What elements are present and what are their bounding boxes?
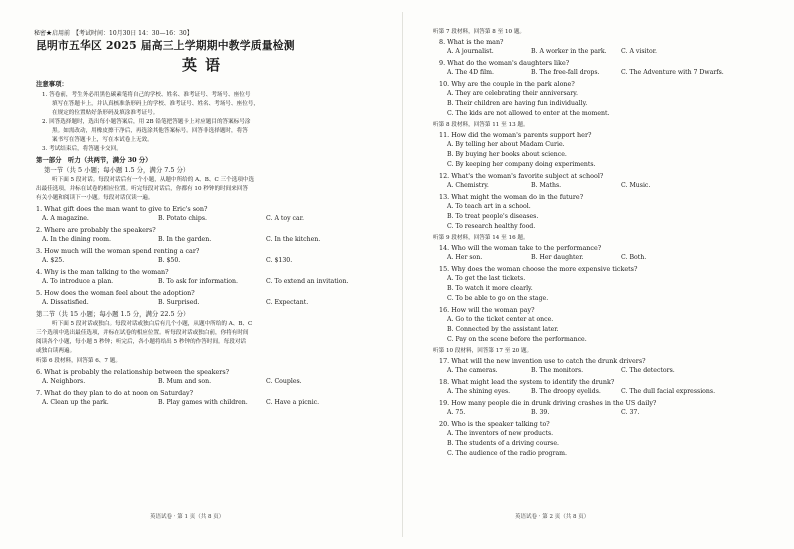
option-b: B. To ask for information. xyxy=(158,278,238,285)
option-b: B. To watch it more clearly. xyxy=(447,285,533,292)
section2-instruction: 阅读各个小题，每小题 5 秒钟；听完后，各小题将给出 5 秒钟的作答时间。每段对话 xyxy=(36,339,247,345)
question-text: 10. Why are the couple in the park alone? xyxy=(439,80,575,88)
question-text: 8. What is the man? xyxy=(439,38,504,46)
option-b: B. A worker in the park. xyxy=(531,48,607,55)
section1-instruction: 听下面 5 段对话。每段对话后有一个小题，从题中所给的 A、B、C 三个选项中选 xyxy=(52,177,255,183)
option-b: B. Potato chips. xyxy=(158,215,208,222)
option-b: B. Their children are having fun individually. xyxy=(447,100,588,107)
part1-heading: 第一部分 听力（共两节，满分 30 分） xyxy=(36,156,152,164)
material-prompt: 听第 9 段材料，回答第 14 至 16 题。 xyxy=(433,235,529,241)
right-page xyxy=(403,0,794,549)
option-a: A. By telling her about Madam Curie. xyxy=(447,141,565,148)
option-a: A. Go to the ticket center at once. xyxy=(447,316,554,323)
notes-line: 2. 回答选择题时，选出每小题答案后，用 2B 铅笔把答题卡上对应题目的答案标号涂 xyxy=(42,119,251,125)
page-footer: 英语试卷 · 第 2 页（共 8 页） xyxy=(515,514,590,520)
question-text: 20. Who is the speaker talking to? xyxy=(439,420,550,428)
material-prompt: 听第 10 段材料，回答第 17 至 20 题。 xyxy=(433,348,533,354)
notes-line: 黑。如需改动，用橡皮擦干净后，再选涂其他答案标号。回答非选择题时，将答 xyxy=(52,128,248,134)
question-text: 4. Why is the man talking to the woman? xyxy=(36,268,169,276)
option-c: C. The detectors. xyxy=(621,367,675,374)
option-a: A. Her son. xyxy=(447,254,483,261)
question-text: 17. What will the new invention use to catch the drunk drivers? xyxy=(439,357,646,365)
option-a: A. They are celebrating their anniversary. xyxy=(447,90,578,97)
option-c: C. In the kitchen. xyxy=(266,236,321,243)
option-c: C. A visitor. xyxy=(621,48,657,55)
material-prompt: 听第 8 段材料，回答第 11 至 13 题。 xyxy=(433,122,529,128)
option-a: A. Dissatisfied. xyxy=(42,299,89,306)
question-text: 13. What might the woman do in the future? xyxy=(439,193,584,201)
question-text: 3. How much will the woman spend renting a car? xyxy=(36,247,200,255)
question-text: 6. What is probably the relationship between the speakers? xyxy=(36,368,230,376)
option-c: C. The kids are not allowed to enter at the moment. xyxy=(447,110,610,117)
option-a: A. Neighbors. xyxy=(42,378,86,385)
option-c: C. By keeping her company doing experiments. xyxy=(447,161,596,168)
question-text: 11. How did the woman's parents support her? xyxy=(439,131,592,139)
option-c: C. The Adventure with 7 Dwarfs. xyxy=(621,69,724,76)
option-b: B. Surprised. xyxy=(158,299,200,306)
option-c: C. $130. xyxy=(266,257,293,264)
option-c: C. A toy car. xyxy=(266,215,304,222)
option-b: B. The students of a driving course. xyxy=(447,440,559,447)
option-a: A. The shining eyes. xyxy=(447,388,511,395)
section2-instruction: 三个选项中选出最佳选项，并标在试卷的相应位置。听每段对话或独白前，你将有时间 xyxy=(36,330,249,336)
question-text: 12. What's the woman's favorite subject at school? xyxy=(439,172,604,180)
question-text: 7. What do they plan to do at noon on Saturday? xyxy=(36,389,194,397)
option-c: C. To extend an invitation. xyxy=(266,278,349,285)
section1-instruction: 出最佳选项，并标在试卷的相应位置。听完每段对话后，你都有 10 秒钟的时间来回答 xyxy=(36,186,249,192)
notes-line: 在规定的位置贴好条形码及填涂准考证号。 xyxy=(52,110,159,116)
option-b: B. Mum and son. xyxy=(158,378,212,385)
question-text: 16. How will the woman pay? xyxy=(439,306,535,314)
question-text: 1. What gift does the man want to give to Eric's son? xyxy=(36,205,208,213)
option-c: C. 37. xyxy=(621,409,640,416)
section2-instruction: 听下面 5 段对话或独白。每段对话或独白后有几个小题，从题中所给的 A、B、C xyxy=(52,321,253,327)
question-text: 5. How does the woman feel about the adoption? xyxy=(36,289,195,297)
option-a: A. Clean up the park. xyxy=(42,399,109,406)
exam-title: 昆明市五华区 2025 届高三上学期期中教学质量检测 xyxy=(36,39,295,52)
option-a: A. To get the last tickets. xyxy=(447,275,526,282)
notes-line: 填写在答题卡上，并认真核准条形码上的学校、准考证号、姓名、考场号、座位号， xyxy=(52,101,259,107)
option-b: B. Play games with children. xyxy=(158,399,248,406)
option-c: C. Both. xyxy=(621,254,647,261)
section2-heading: 第二节（共 15 小题；每小题 1.5 分，满分 22.5 分） xyxy=(36,310,190,318)
question-text: 18. What might lead the system to identify the drunk? xyxy=(439,378,615,386)
question-text: 2. Where are probably the speakers? xyxy=(36,226,156,234)
option-b: B. By buying her books about science. xyxy=(447,151,567,158)
section1-heading: 第一节（共 5 小题；每小题 1.5 分，满分 7.5 分） xyxy=(44,166,190,174)
option-c: C. Music. xyxy=(621,182,651,189)
option-a: A. In the dining room. xyxy=(42,236,111,243)
section1-instruction: 有关小题和阅读下一小题。每段对话仅读一遍。 xyxy=(36,195,154,201)
option-a: A. The cameras. xyxy=(447,367,498,374)
option-b: B. Connected by the assistant later. xyxy=(447,326,559,333)
section2-instruction: 或独白读两遍。 xyxy=(36,348,76,354)
question-text: 19. How many people die in drunk driving crashes in the US daily? xyxy=(439,399,657,407)
option-a: A. $25. xyxy=(42,257,65,264)
option-b: B. Her daughter. xyxy=(531,254,584,261)
option-a: A. The 4D film. xyxy=(447,69,494,76)
option-a: A. The inventors of new products. xyxy=(447,430,554,437)
option-c: C. The audience of the radio program. xyxy=(447,450,567,457)
page-footer: 英语试卷 · 第 1 页（共 8 页） xyxy=(150,514,225,520)
question-text: 15. Why does the woman choose the more expensive tickets? xyxy=(439,265,638,273)
notes-heading: 注意事项： xyxy=(36,80,68,88)
option-c: C. Couples. xyxy=(266,378,302,385)
notes-line: 3. 考试结束后，将答题卡交回。 xyxy=(42,146,122,152)
option-b: B. To treat people's diseases. xyxy=(447,213,539,220)
material-prompt: 听第 6 段材料，回答第 6、7 题。 xyxy=(36,358,121,364)
option-a: A. 75. xyxy=(447,409,466,416)
option-c: C. Have a picnic. xyxy=(266,399,320,406)
option-a: A. A magazine. xyxy=(42,215,89,222)
option-c: C. Pay on the scene before the performance. xyxy=(447,336,587,343)
notes-line: 案书写在答题卡上，写在本试卷上无效。 xyxy=(52,137,153,143)
option-b: B. Maths. xyxy=(531,182,562,189)
option-a: A. To introduce a plan. xyxy=(42,278,114,285)
option-b: B. The free-fall drops. xyxy=(531,69,600,76)
question-text: 9. What do the woman's daughters like? xyxy=(439,59,570,67)
option-a: A. To teach art in a school. xyxy=(447,203,531,210)
subject-title: 英语 xyxy=(182,56,229,74)
option-c: C. To research healthy food. xyxy=(447,223,536,230)
option-b: B. In the garden. xyxy=(158,236,212,243)
option-c: C. To be able to go on the stage. xyxy=(447,295,549,302)
option-b: B. 39. xyxy=(531,409,550,416)
notes-line: 1. 答卷前，考生务必用黑色碳素笔将自己的学校、姓名、准考证号、考场号、座位号 xyxy=(42,92,251,98)
material-prompt: 听第 7 段材料，回答第 8 至 10 题。 xyxy=(433,29,526,35)
option-b: B. $50. xyxy=(158,257,181,264)
exam-time-line: 秘密★启用前 【考试时间：10月30日 14：30—16：30】 xyxy=(34,30,193,37)
option-b: B. The droopy eyelids. xyxy=(531,388,601,395)
option-c: C. Expectant. xyxy=(266,299,309,306)
question-text: 14. Who will the woman take to the performance? xyxy=(439,244,602,252)
option-a: A. A journalist. xyxy=(447,48,494,55)
option-c: C. The dull facial expressions. xyxy=(621,388,716,395)
option-a: A. Chemistry. xyxy=(447,182,489,189)
option-b: B. The monitors. xyxy=(531,367,584,374)
